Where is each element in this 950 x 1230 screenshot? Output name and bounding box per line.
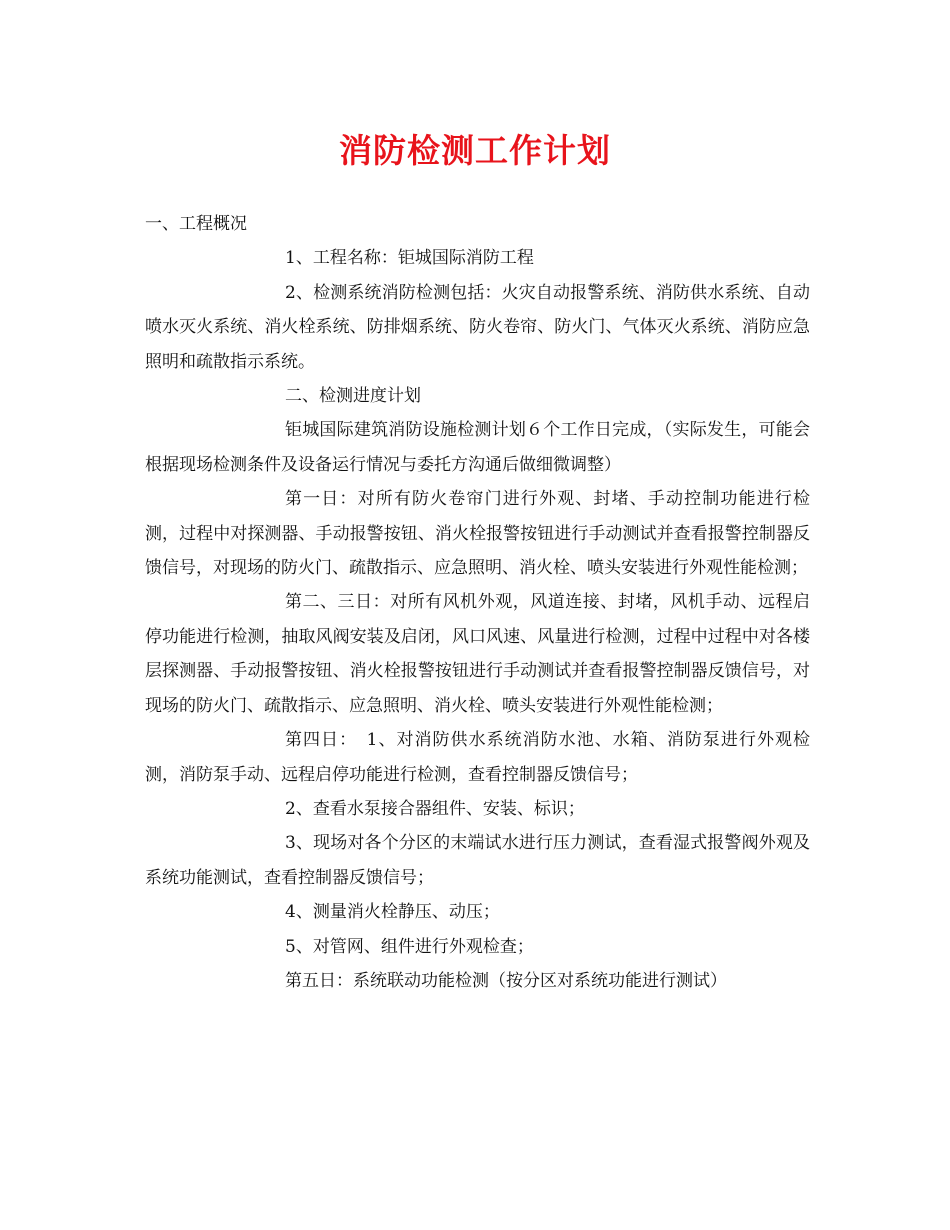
- document-title: 消防检测工作计划: [339, 131, 611, 170]
- paragraph-day-4-item-2: 2、查看水泵接合器组件、安装、标识；: [285, 798, 585, 819]
- document-body: [145, 207, 810, 998]
- paragraph-systems-list: 2、检测系统消防检测包括：火灾自动报警系统、消防供水系统、自动喷水灭火系统、消火栓系统、防排烟系统、防火卷帘、防火门、气体灭火系统、消防应急照明和疏散指示系统。: [145, 282, 810, 372]
- paragraph-day-1: 第一日：对所有防火卷帘门进行外观、封堵、手动控制功能进行检测，过程中对探测器、手动报警按钮、消火栓报警按钮进行手动测试并查看报警控制器反馈信号，对现场的防火门、疏散指示、应急照明、消火栓、喷头安装进行外观性能检测；: [145, 489, 810, 579]
- section-heading-overview: 一、工程概况: [145, 214, 247, 234]
- section-heading-schedule: 二、检测进度计划: [285, 386, 421, 407]
- paragraph-project-name: 1、工程名称：钜城国际消防工程: [285, 248, 534, 269]
- paragraph-day-4-item-1: 第四日： 1、对消防供水系统消防水池、水箱、消防泵进行外观检测，消防泵手动、远程启停功能进行检测，查看控制器反馈信号；: [145, 730, 810, 785]
- paragraph-day-2-3: 第二、三日：对所有风机外观，风道连接、封堵，风机手动、远程启停功能进行检测，抽取风阀安装及启闭，风口风速、风量进行检测，过程中过程中对各楼层探测器、手动报警按钮、消火栓报警按钮进行手动测试并查看报警控制器反馈信号，对现场的防火门、疏散指示、应急照明、消火栓、喷头安装进行外观性能检测；: [145, 592, 810, 716]
- paragraph-day-5: 第五日：系统联动功能检测（按分区对系统功能进行测试）: [285, 970, 727, 991]
- paragraph-schedule-intro: 钜城国际建筑消防设施检测计划６个工作日完成，（实际发生，可能会根据现场检测条件及设备运行情况与委托方沟通后做细微调整）: [145, 420, 810, 475]
- paragraph-day-4-item-5: 5、对管网、组件进行外观检查；: [285, 936, 534, 957]
- paragraph-day-4-item-3: 3、现场对各个分区的末端试水进行压力测试，查看湿式报警阀外观及系统功能测试，查看控制器反馈信号；: [145, 833, 810, 888]
- paragraph-day-4-item-4: 4、测量消火栓静压、动压；: [285, 902, 500, 923]
